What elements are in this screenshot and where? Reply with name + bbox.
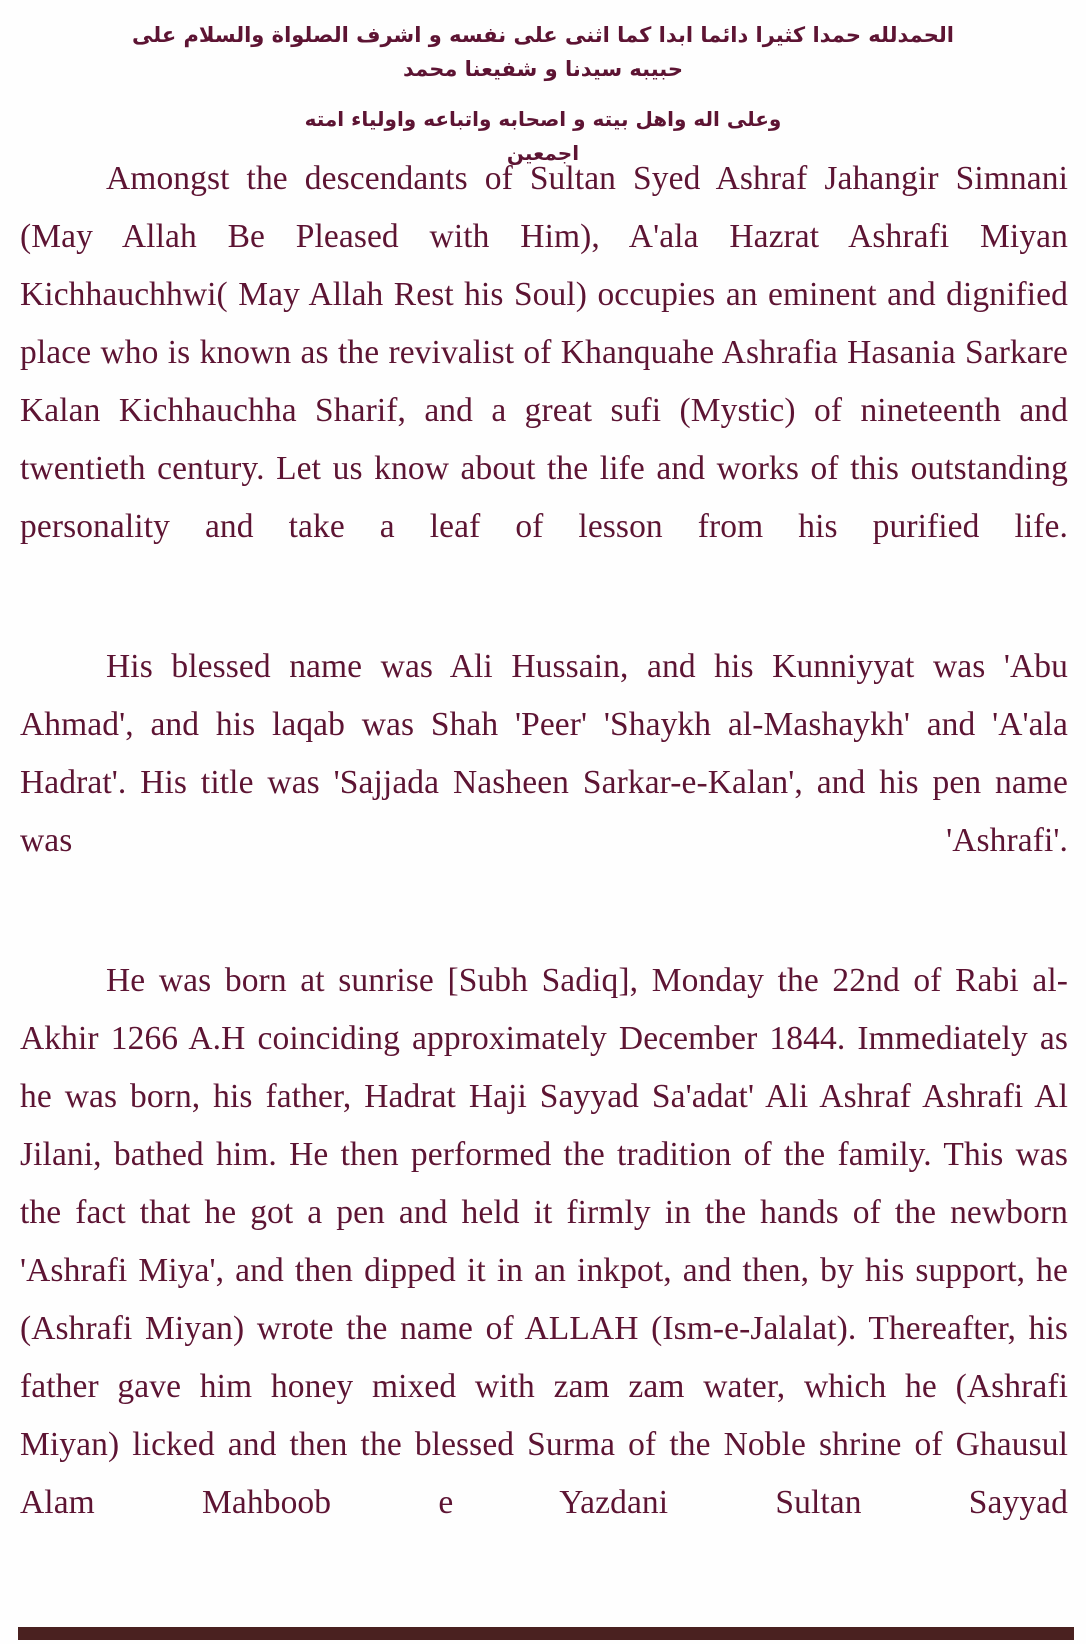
page-footer-rule xyxy=(18,1627,1074,1640)
body-paragraph-2: His blessed name was Ali Hussain, and his Kunniyyat was 'Abu Ahmad', and his laqab was Shah 'Peer' 'Shaykh al-Mashaykh' and 'A'ala Hadrat'. His title was 'Sajjada Nasheen Sarkar-e-Kalan', and his pen name was 'Ashrafi'. xyxy=(20,648,1068,859)
document-body xyxy=(20,150,1068,1590)
body-paragraph-1: Amongst the descendants of Sultan Syed Ashraf Jahangir Simnani (May Allah Be Pleased with Him), A'ala Hazrat Ashrafi Miyan Kichhauchhwi( May Allah Rest his Soul) occupies an eminent and dignified place who is known as the revivalist of Khanquahe Ashrafia Hasania Sarkare Kalan Kichhauchha Sharif, and a great sufi (Mystic) of nineteenth and twentieth century. Let us know about the life and works of this outstanding personality and take a leaf of lesson from his purified life. xyxy=(20,160,1068,545)
arabic-invocation-line-2: وعلى اله واهل بيته و اصحابه واتباعه واولياء امته اجمعين xyxy=(304,107,782,165)
arabic-invocation-header xyxy=(0,0,1086,170)
arabic-invocation-line-1: الحمدلله حمدا كثيرا دائما ابدا كما اثنى على نفسه و اشرف الصلواة والسلام على حبيبه سيدنا و شفيعنا محمد xyxy=(132,23,954,81)
body-paragraph-3: He was born at sunrise [Subh Sadiq], Monday the 22nd of Rabi al-Akhir 1266 A.H coinciding approximately December 1844. Immediately as he was born, his father, Hadrat Haji Sayyad Sa'adat' Ali Ashraf Ashrafi Al Jilani, bathed him. He then performed the tradition of the family. This was the fact that he got a pen and held it firmly in the hands of the newborn 'Ashrafi Miya', and then dipped it in an inkpot, and then, by his support, he (Ashrafi Miyan) wrote the name of ALLAH (Ism-e-Jalalat). Thereafter, his father gave him honey mixed with zam zam water, which he (Ashrafi Miyan) licked and then the blessed Surma of the Noble shrine of Ghausul Alam Mahboob e Yazdani Sultan Sayyad xyxy=(20,962,1068,1521)
